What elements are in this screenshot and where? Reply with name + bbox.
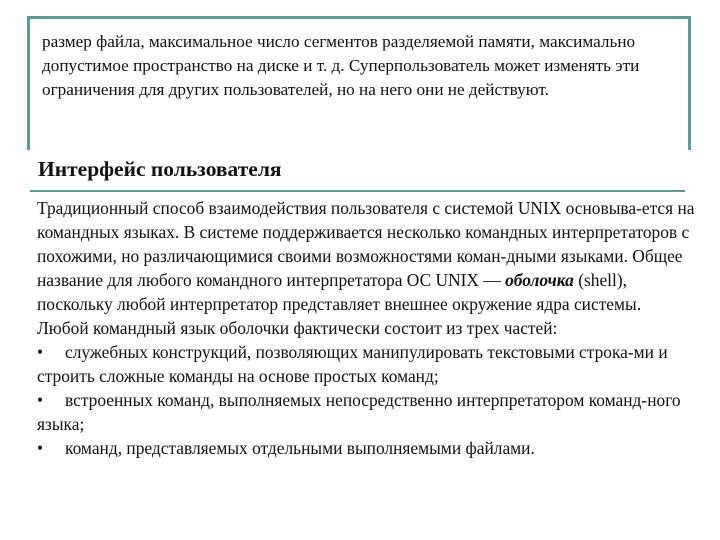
intro-emphasis: оболочка bbox=[505, 270, 574, 290]
bullet-text-2: встроенных команд, выполняемых непосредственно интерпретатором команд-ного языка; bbox=[37, 390, 681, 434]
bullet-item-2 bbox=[37, 388, 697, 436]
intro-text-before: Традиционный способ взаимодействия пользователя с системой UNIX основыва-ется на командных языках. В системе поддерживается несколько командных интерпретаторов с похожими, но различающимися своими возможностями коман-дными языками. Общее название для любого командного интерпретатора ОС UNIX — bbox=[37, 198, 695, 290]
section-heading: Интерфейс пользователя bbox=[38, 157, 282, 181]
intro-paragraph bbox=[37, 196, 697, 316]
bullet-item-1 bbox=[37, 340, 697, 388]
bullet-icon: • bbox=[37, 390, 44, 410]
top-paragraph: размер файла, максимальное число сегментов разделяемой памяти, максимально допустимое пространство на диске и т. д. Суперпользователь может изменять эти ограничения для других пользователей, но на него они не действуют. bbox=[42, 32, 640, 99]
bullet-text-1: служебных конструкций, позволяющих манипулировать текстовыми строка-ми и строить сложные команды на основе простых команд; bbox=[37, 342, 668, 386]
bullet-item-3 bbox=[37, 436, 697, 460]
parts-intro: Любой командный язык оболочки фактически состоит из трех частей: bbox=[37, 318, 558, 338]
bullet-icon: • bbox=[37, 342, 44, 362]
bullet-icon: • bbox=[37, 438, 44, 458]
bullet-text-3: команд, представляемых отдельными выполняемыми файлами. bbox=[65, 438, 535, 458]
heading-divider bbox=[30, 190, 685, 192]
body-text bbox=[37, 196, 697, 460]
intro-text-after: (shell), поскольку любой интерпретатор представляет внешнее окружение ядра системы. bbox=[37, 270, 642, 314]
